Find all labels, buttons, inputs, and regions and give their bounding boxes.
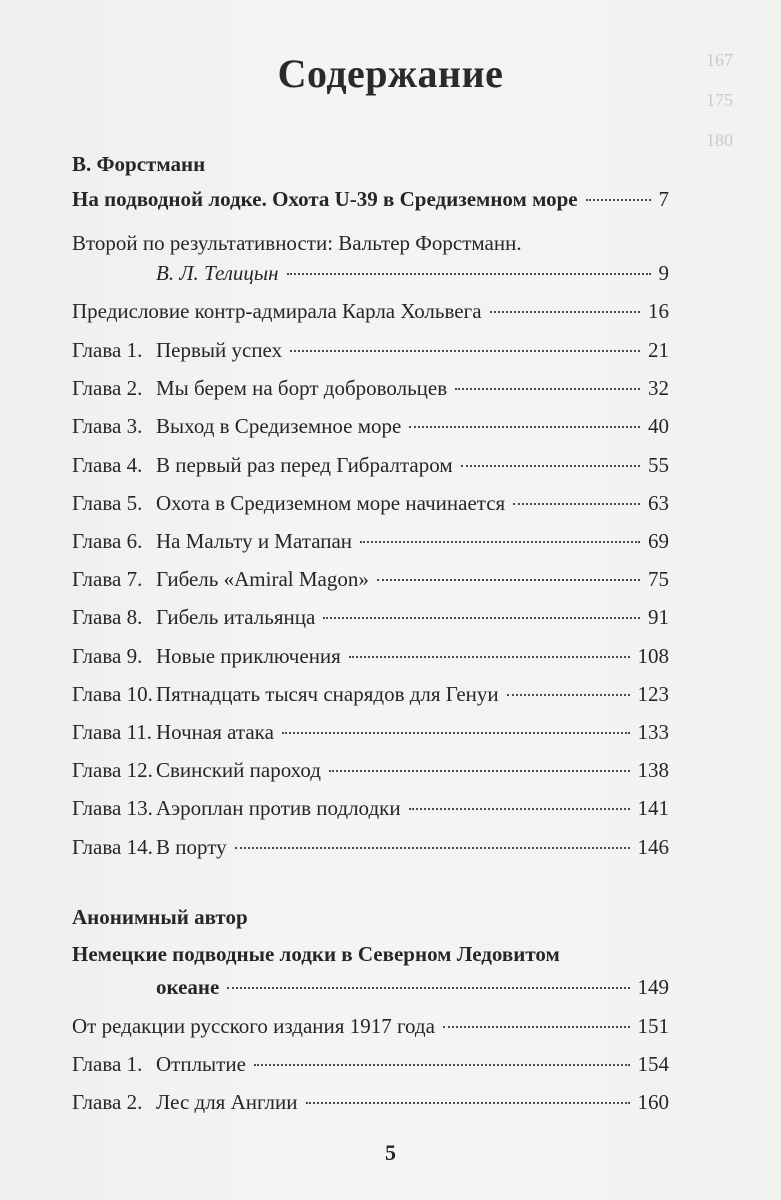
dot-leader bbox=[282, 732, 630, 734]
entry-title: Новые приключения bbox=[156, 644, 341, 668]
chapter-number: Глава 3. bbox=[72, 414, 143, 438]
entry-page: 69 bbox=[648, 529, 669, 553]
chapter-number: Глава 11. bbox=[72, 720, 153, 744]
entry-title: На подводной лодке. Охота U-39 в Средиземном море bbox=[72, 187, 578, 211]
entry-page: 160 bbox=[637, 1090, 669, 1114]
page-number: 5 bbox=[385, 1140, 396, 1165]
toc-entry-chapter[interactable] bbox=[72, 639, 669, 673]
dot-leader bbox=[443, 1026, 630, 1028]
toc-entry-chapter[interactable] bbox=[72, 333, 669, 367]
entry-page: 21 bbox=[648, 338, 669, 362]
toc-entry-chapter[interactable] bbox=[72, 830, 669, 864]
toc-entry-chapter[interactable] bbox=[72, 562, 669, 596]
entry-title: Лес для Англии bbox=[156, 1090, 298, 1114]
dot-leader bbox=[349, 656, 630, 658]
entry-title: В первый раз перед Гибралтаром bbox=[156, 453, 453, 477]
chapter-number: Глава 4. bbox=[72, 453, 143, 477]
dot-leader bbox=[377, 579, 640, 581]
dot-leader bbox=[287, 273, 651, 275]
entry-page: 7 bbox=[658, 187, 669, 211]
entry-title: Пятнадцать тысяч снарядов для Генуи bbox=[156, 682, 499, 706]
entry-page: 63 bbox=[648, 491, 669, 515]
dot-leader bbox=[360, 541, 640, 543]
page-title: Содержание bbox=[277, 51, 504, 96]
toc-entry-chapter[interactable] bbox=[72, 371, 669, 405]
dot-leader bbox=[513, 503, 640, 505]
chapter-number: Глава 14. bbox=[72, 835, 153, 859]
entry-page: 146 bbox=[637, 835, 669, 859]
chapter-number: Глава 13. bbox=[72, 796, 153, 820]
chapter-number: Глава 2. bbox=[72, 1090, 143, 1114]
entry-page: 151 bbox=[637, 1014, 669, 1038]
section-author: Анонимный автор bbox=[72, 905, 248, 929]
entry-page: 154 bbox=[637, 1052, 669, 1076]
entry-page: 141 bbox=[637, 796, 669, 820]
toc-entry-chapter[interactable] bbox=[72, 486, 669, 520]
entry-page: 149 bbox=[637, 975, 669, 999]
entry-page: 108 bbox=[637, 644, 669, 668]
dot-leader bbox=[235, 847, 630, 849]
entry-title: Мы берем на борт добровольцев bbox=[156, 376, 448, 400]
bleed-through: 167 bbox=[706, 50, 733, 70]
toc-entry-intro[interactable] bbox=[72, 256, 669, 290]
entry-page: 9 bbox=[658, 261, 669, 285]
entry-page: 91 bbox=[648, 605, 669, 629]
entry-page: 123 bbox=[637, 682, 669, 706]
chapter-number: Глава 1. bbox=[72, 1052, 143, 1076]
toc-entry-main-title[interactable] bbox=[72, 182, 669, 216]
entry-title: Гибель «Amiral Magon» bbox=[156, 567, 369, 591]
dot-leader bbox=[306, 1102, 630, 1104]
toc-entry-chapter[interactable] bbox=[72, 524, 669, 558]
section-main-title-line1: Немецкие подводные лодки в Северном Ледовитом bbox=[72, 942, 560, 966]
entry-page: 55 bbox=[648, 453, 669, 477]
dot-leader bbox=[290, 350, 640, 352]
chapter-number: Глава 10. bbox=[72, 682, 153, 706]
entry-page: 138 bbox=[637, 758, 669, 782]
dot-leader bbox=[329, 770, 630, 772]
toc-entry-chapter[interactable] bbox=[72, 1047, 669, 1081]
bleed-through: 180 bbox=[706, 130, 733, 150]
dot-leader bbox=[227, 987, 629, 989]
chapter-number: Глава 1. bbox=[72, 338, 143, 362]
entry-title: Гибель итальянца bbox=[156, 605, 316, 629]
chapter-number: Глава 5. bbox=[72, 491, 143, 515]
entry-page: 32 bbox=[648, 376, 669, 400]
dot-leader bbox=[254, 1064, 630, 1066]
toc-entry-chapter[interactable] bbox=[72, 448, 669, 482]
chapter-number: Глава 8. bbox=[72, 605, 143, 629]
dot-leader bbox=[455, 388, 640, 390]
entry-title: Отплытие bbox=[156, 1052, 246, 1076]
toc-entry-chapter[interactable] bbox=[72, 1085, 669, 1119]
entry-title: Свинский пароход bbox=[156, 758, 321, 782]
entry-title: В. Л. Телицын bbox=[156, 261, 279, 285]
chapter-number: Глава 12. bbox=[72, 758, 153, 782]
entry-title: В порту bbox=[156, 835, 227, 859]
entry-page: 16 bbox=[648, 299, 669, 323]
entry-title: Предисловие контр-адмирала Карла Хольвега bbox=[72, 299, 482, 323]
dot-leader bbox=[586, 199, 651, 201]
entry-page: 133 bbox=[637, 720, 669, 744]
chapter-number: Глава 9. bbox=[72, 644, 143, 668]
entry-title: Выход в Средиземное море bbox=[156, 414, 402, 438]
toc-entry-chapter[interactable] bbox=[72, 409, 669, 443]
dot-leader bbox=[409, 808, 630, 810]
entry-title: Ночная атака bbox=[156, 720, 274, 744]
toc-entry-editorial[interactable] bbox=[72, 1009, 669, 1043]
bleed-through: 175 bbox=[706, 90, 733, 110]
dot-leader bbox=[409, 426, 640, 428]
entry-title: На Мальту и Матапан bbox=[156, 529, 353, 553]
toc-entry-chapter[interactable] bbox=[72, 600, 669, 634]
toc-entry-main-title[interactable] bbox=[72, 970, 669, 1004]
dot-leader bbox=[490, 311, 640, 313]
entry-title: океане bbox=[156, 975, 220, 999]
entry-title: Аэроплан против подлодки bbox=[156, 796, 401, 820]
section-author: В. Форстманн bbox=[72, 152, 206, 176]
entry-title: От редакции русского издания 1917 года bbox=[72, 1014, 435, 1038]
dot-leader bbox=[507, 694, 630, 696]
toc-entry-chapter[interactable] bbox=[72, 753, 669, 787]
entry-page: 75 bbox=[648, 567, 669, 591]
intro-line: Второй по результативности: Вальтер Форстманн. bbox=[72, 231, 522, 255]
chapter-number: Глава 7. bbox=[72, 567, 143, 591]
dot-leader bbox=[323, 617, 640, 619]
chapter-number: Глава 6. bbox=[72, 529, 143, 553]
toc-entry-preface[interactable] bbox=[72, 294, 669, 328]
entry-title: Охота в Средиземном море начинается bbox=[156, 491, 506, 515]
entry-title: Первый успех bbox=[156, 338, 283, 362]
dot-leader bbox=[461, 465, 640, 467]
toc-entry-chapter[interactable] bbox=[72, 715, 669, 749]
chapter-number: Глава 2. bbox=[72, 376, 143, 400]
entry-page: 40 bbox=[648, 414, 669, 438]
toc-entry-chapter[interactable] bbox=[72, 791, 669, 825]
toc-entry-chapter[interactable] bbox=[72, 677, 669, 711]
